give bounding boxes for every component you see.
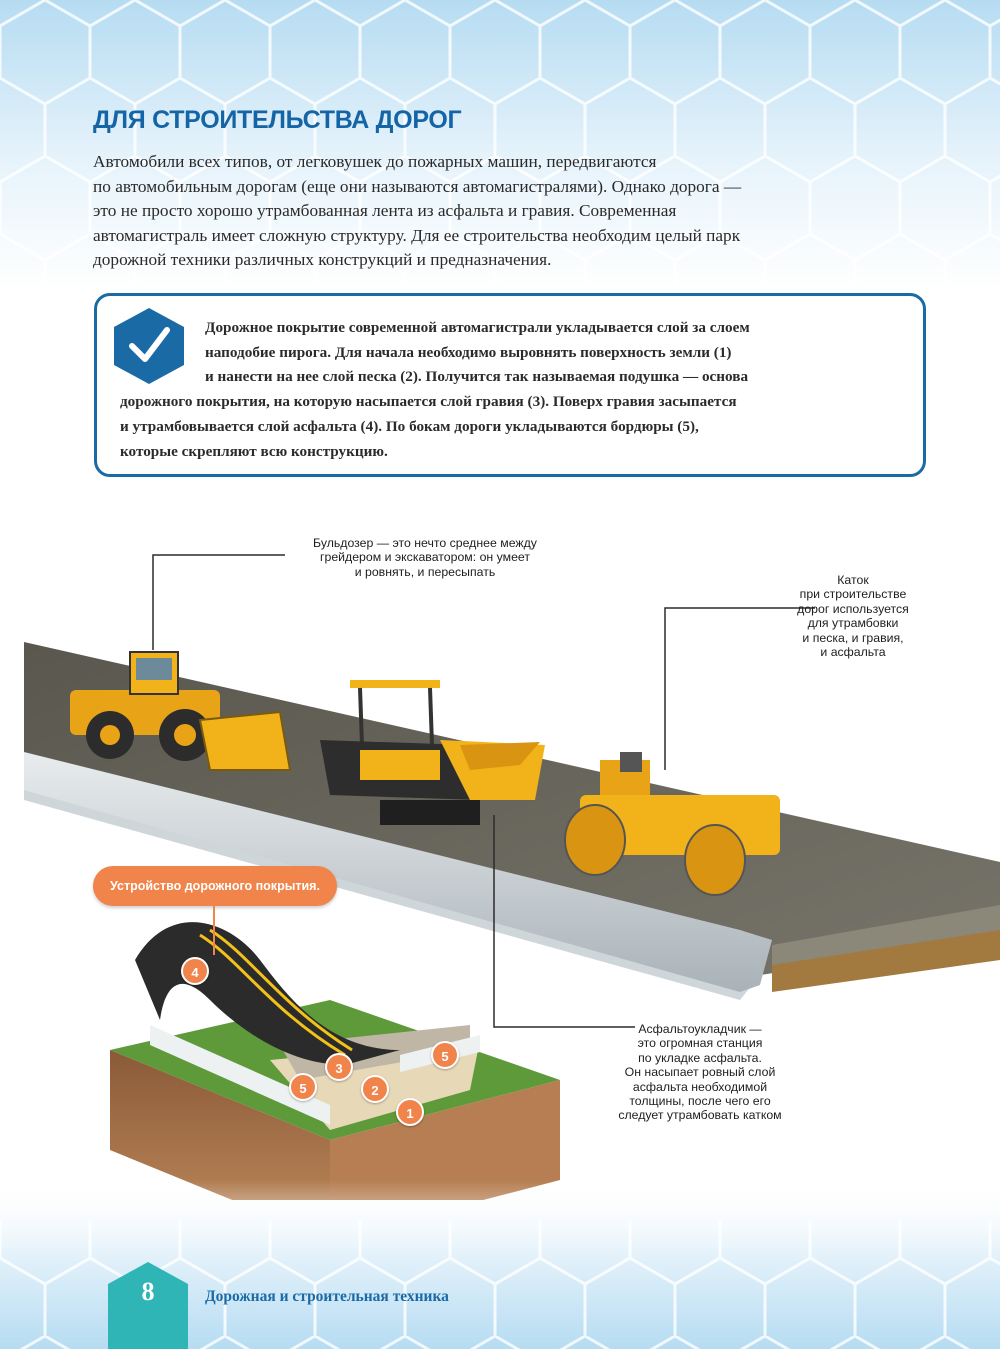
intro-line: Автомобили всех типов, от легковушек до пожарных машин, передвигаются <box>93 152 657 171</box>
label-connector <box>213 905 215 955</box>
caption-line: для утрамбовки <box>807 616 899 631</box>
roller-caption <box>778 573 928 659</box>
info-line: дорожного покрытия, на которую насыпается слой гравия (3). Поверх гравия засыпается <box>120 393 737 411</box>
caption-line: Бульдозер — это нечто среднее между <box>313 536 537 550</box>
caption-line: при строительстве <box>799 587 907 602</box>
info-line: и утрамбовывается слой асфальта (4). По бокам дороги укладываются бордюры (5), <box>120 417 699 435</box>
caption-line: по укладке асфальта. <box>638 1050 762 1065</box>
layer-badge-sand: 2 <box>361 1075 389 1103</box>
intro-line: автомагистраль имеет сложную структуру. Для ее строительства необходим целый парк <box>93 225 741 245</box>
caption-line: это огромная станция <box>637 1036 763 1051</box>
footer-title: Дорожная и строительная техника <box>205 1288 449 1305</box>
layer-badge-gravel: 3 <box>325 1053 353 1081</box>
layer-badge-asphalt: 4 <box>181 957 209 985</box>
info-box-text <box>120 316 910 464</box>
paver-caption <box>595 1022 805 1123</box>
diagram-label: Устройство дорожного покрытия. <box>93 866 337 906</box>
caption-line: дорог используется <box>797 601 909 616</box>
caption-line: и ровнять, и пересыпать <box>354 564 496 579</box>
layer-badge-curb-right: 5 <box>431 1041 459 1069</box>
info-line: наподобие пирога. Для начала необходимо выровнять поверхность земли (1) <box>205 343 732 361</box>
intro-line: дорожной техники различных конструкций и предназначения. <box>93 250 552 269</box>
caption-line: и асфальта <box>820 645 886 660</box>
layer-badge-ground: 1 <box>396 1098 424 1126</box>
caption-line: следует утрамбовать катком <box>618 1108 782 1123</box>
bulldozer-caption <box>285 536 565 579</box>
page-title: ДЛЯ СТРОИТЕЛЬСТВА ДОРОГ <box>93 106 462 134</box>
info-line: которые скрепляют всю конструкцию. <box>120 442 388 460</box>
caption-line: и песка, и гравия, <box>802 630 904 645</box>
caption-line: грейдером и экскаватором: он умеет <box>320 550 530 565</box>
layer-badge-curb-left: 5 <box>289 1073 317 1101</box>
info-line: Дорожное покрытие современной автомагистрали укладывается слой за слоем <box>205 319 750 336</box>
caption-line: асфальта необходимой <box>632 1079 768 1094</box>
intro-line: это не просто хорошо утрамбованная лента из асфальта и гравия. Современная <box>93 201 677 220</box>
intro-line: по автомобильным дорогам (еще они называются автомагистралями). Однако дорога — <box>93 176 742 196</box>
info-line: и нанести на нее слой песка (2). Получится так называемая подушка — основа <box>205 368 749 386</box>
caption-line: толщины, после чего его <box>629 1094 771 1109</box>
caption-line: Асфальтоукладчик — <box>638 1022 762 1036</box>
intro-paragraph <box>93 150 973 273</box>
caption-line: Он насыпает ровный слой <box>624 1065 776 1080</box>
page-number: 8 <box>141 1277 155 1306</box>
caption-line: Каток <box>837 573 869 587</box>
